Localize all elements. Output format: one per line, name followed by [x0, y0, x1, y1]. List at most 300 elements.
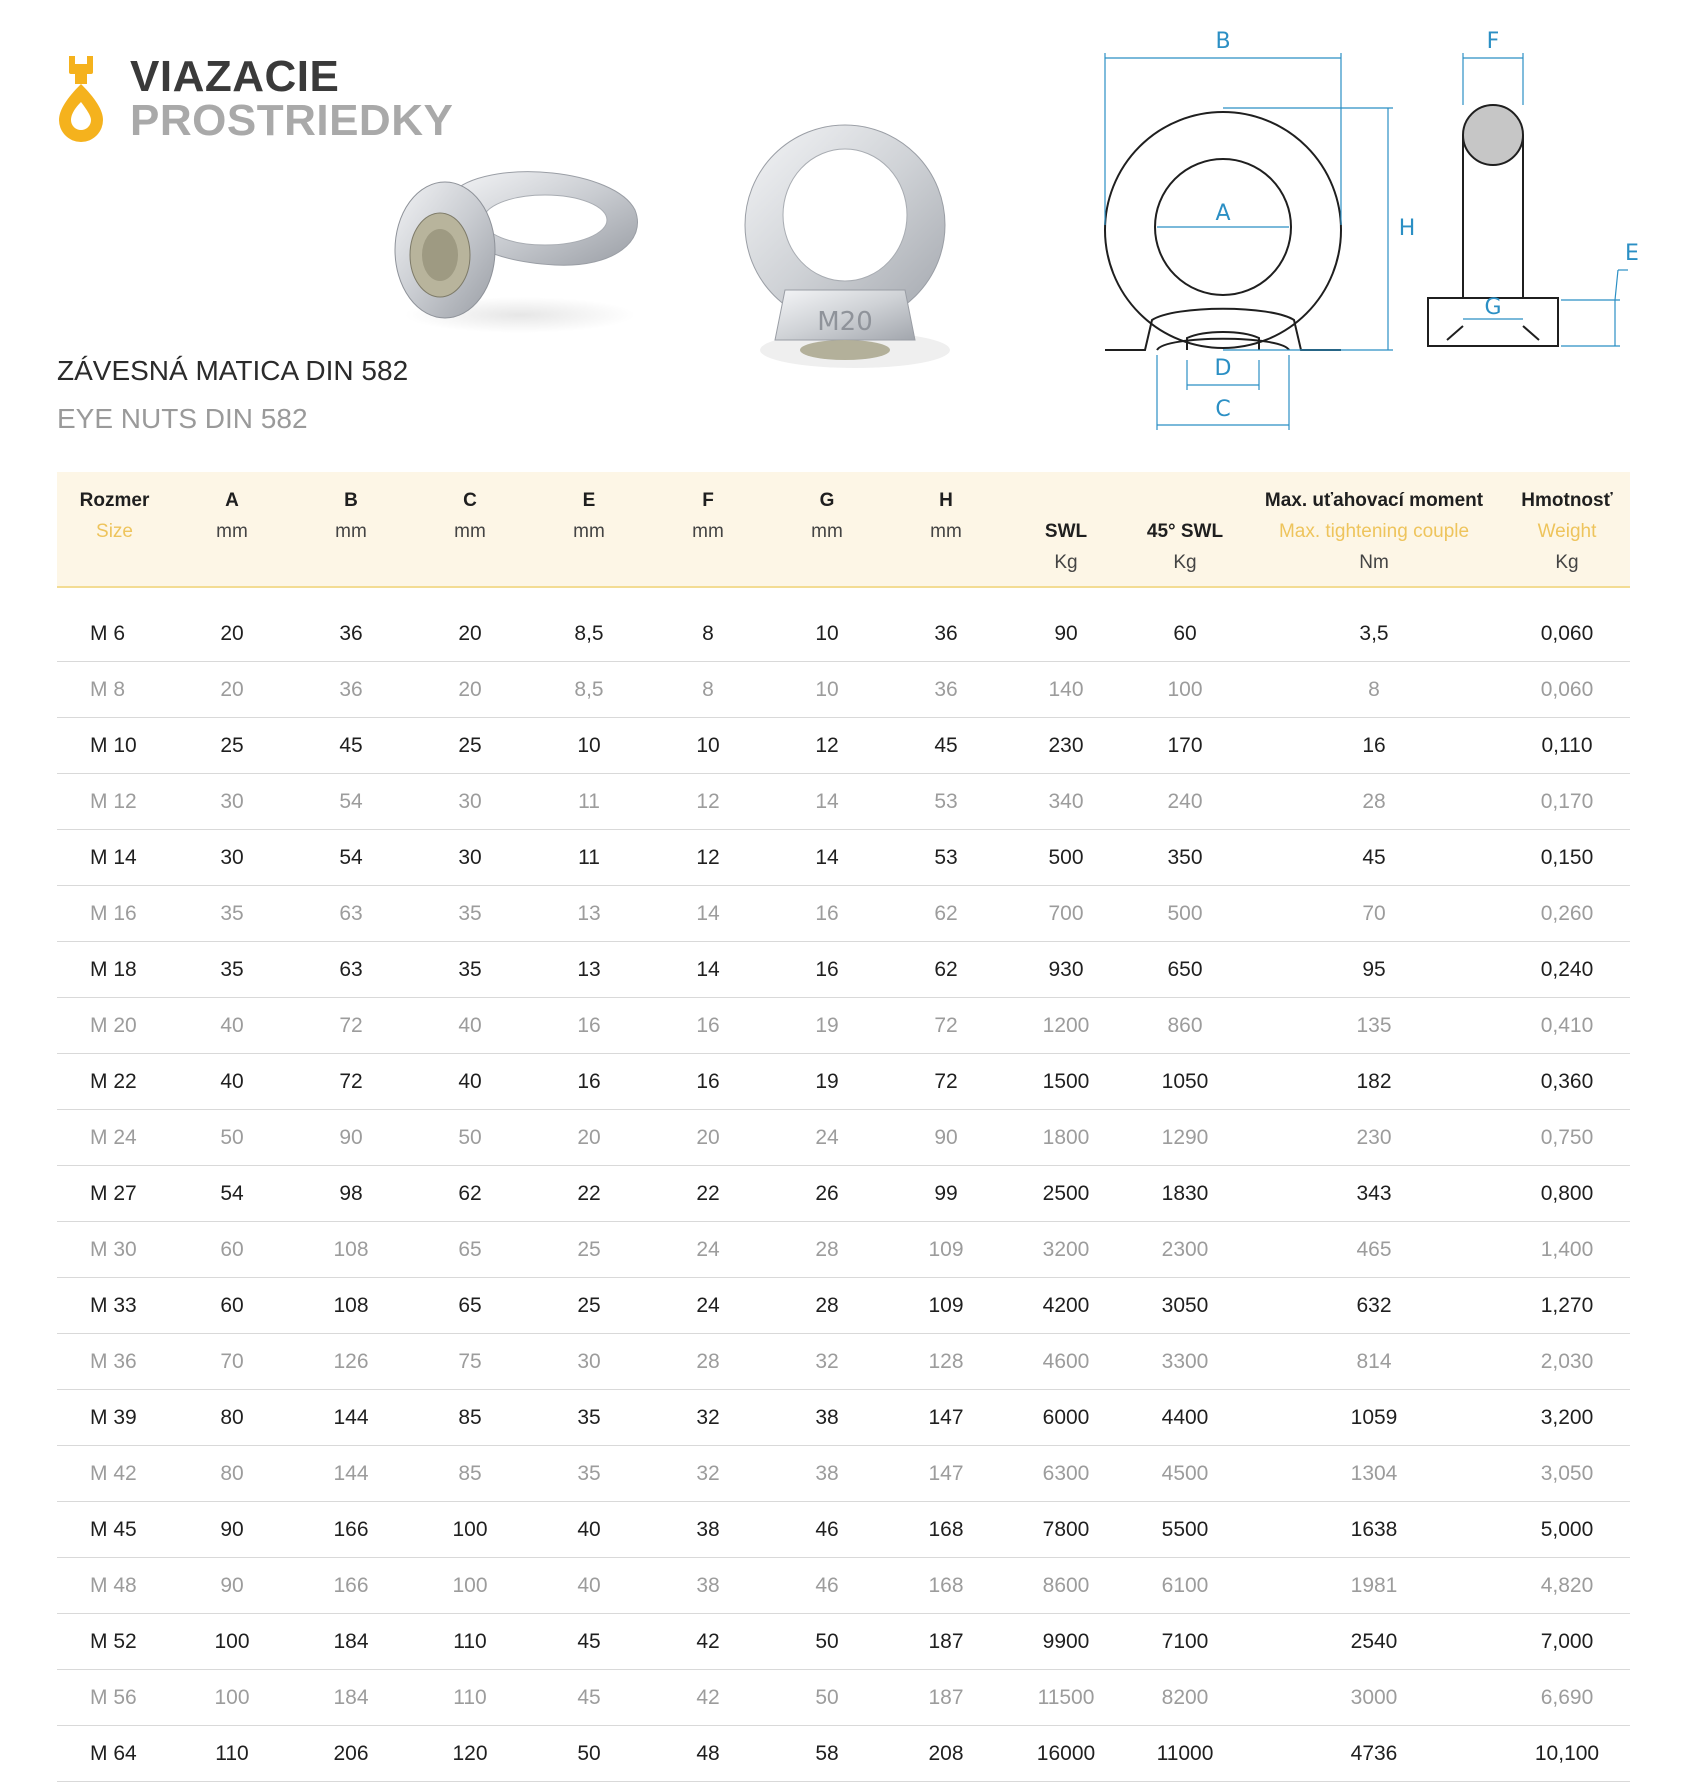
value-cell: 120 — [410, 1726, 530, 1782]
brand-name-line1: VIAZACIE — [130, 52, 340, 101]
value-cell: 38 — [648, 1558, 768, 1614]
value-cell: 65 — [410, 1222, 530, 1278]
value-cell: 20 — [530, 1110, 648, 1166]
value-cell: 100 — [172, 1670, 292, 1726]
value-cell: 40 — [172, 998, 292, 1054]
value-cell: 230 — [1006, 718, 1126, 774]
value-cell: 11000 — [1126, 1726, 1244, 1782]
header-sublabel: mm — [454, 521, 486, 542]
value-cell: 38 — [768, 1390, 886, 1446]
value-cell: 0,240 — [1504, 942, 1630, 998]
column-header-5 — [648, 472, 768, 587]
header-label: Max. uťahovací moment — [1264, 490, 1484, 511]
value-cell: 930 — [1006, 942, 1126, 998]
table-header-row — [57, 472, 1630, 587]
dim-label-d: D — [1214, 356, 1232, 381]
value-cell: 20 — [172, 606, 292, 662]
value-cell: 3000 — [1244, 1670, 1504, 1726]
value-cell: 45 — [292, 718, 410, 774]
value-cell: 500 — [1006, 830, 1126, 886]
value-cell: 2300 — [1126, 1222, 1244, 1278]
header-unit — [292, 552, 410, 583]
value-cell: 206 — [292, 1726, 410, 1782]
value-cell: 28 — [768, 1278, 886, 1334]
value-cell: 25 — [530, 1278, 648, 1334]
value-cell: 100 — [172, 1614, 292, 1670]
table-row — [57, 1054, 1630, 1110]
table-row — [57, 774, 1630, 830]
table-row — [57, 1110, 1630, 1166]
value-cell: 13 — [530, 886, 648, 942]
value-cell: 14 — [648, 942, 768, 998]
value-cell: 54 — [292, 830, 410, 886]
value-cell: 63 — [292, 942, 410, 998]
value-cell: 1830 — [1126, 1166, 1244, 1222]
value-cell: 108 — [292, 1222, 410, 1278]
table-row — [57, 1502, 1630, 1558]
header-label: A — [225, 490, 239, 511]
value-cell: 110 — [410, 1614, 530, 1670]
value-cell: 10 — [768, 662, 886, 718]
value-cell: 90 — [172, 1558, 292, 1614]
column-header-6 — [768, 472, 886, 587]
value-cell: 3050 — [1126, 1278, 1244, 1334]
value-cell: 63 — [292, 886, 410, 942]
value-cell: 20 — [410, 662, 530, 718]
value-cell: 650 — [1126, 942, 1244, 998]
value-cell: 72 — [886, 998, 1006, 1054]
value-cell: 45 — [530, 1670, 648, 1726]
size-cell: M 18 — [57, 942, 172, 998]
value-cell: 16 — [768, 886, 886, 942]
size-cell: M 56 — [57, 1670, 172, 1726]
value-cell: 25 — [410, 718, 530, 774]
table-row — [57, 942, 1630, 998]
table-row — [57, 886, 1630, 942]
value-cell: 7800 — [1006, 1502, 1126, 1558]
size-cell: M 20 — [57, 998, 172, 1054]
value-cell: 3200 — [1006, 1222, 1126, 1278]
value-cell: 1981 — [1244, 1558, 1504, 1614]
value-cell: 30 — [172, 830, 292, 886]
value-cell: 1304 — [1244, 1446, 1504, 1502]
size-cell: M 64 — [57, 1726, 172, 1782]
size-cell: M 52 — [57, 1614, 172, 1670]
value-cell: 72 — [292, 1054, 410, 1110]
value-cell: 2,030 — [1504, 1334, 1630, 1390]
value-cell: 40 — [172, 1054, 292, 1110]
value-cell: 19 — [768, 1054, 886, 1110]
value-cell: 230 — [1244, 1110, 1504, 1166]
header-label: H — [939, 490, 953, 511]
dim-label-h: H — [1398, 216, 1416, 241]
value-cell: 36 — [886, 662, 1006, 718]
table-row — [57, 998, 1630, 1054]
value-cell: 5,000 — [1504, 1502, 1630, 1558]
value-cell: 187 — [886, 1670, 1006, 1726]
value-cell: 28 — [648, 1334, 768, 1390]
value-cell: 14 — [648, 886, 768, 942]
header-label — [1126, 490, 1244, 521]
value-cell: 22 — [648, 1166, 768, 1222]
value-cell: 80 — [172, 1390, 292, 1446]
brand-name-line2: PROSTRIEDKY — [130, 96, 454, 145]
value-cell: 65 — [410, 1278, 530, 1334]
header-unit — [57, 552, 172, 583]
size-cell: M 39 — [57, 1390, 172, 1446]
value-cell: 3,5 — [1244, 606, 1504, 662]
value-cell: 7100 — [1126, 1614, 1244, 1670]
value-cell: 1050 — [1126, 1054, 1244, 1110]
value-cell: 42 — [648, 1670, 768, 1726]
column-header-2 — [292, 472, 410, 587]
value-cell: 30 — [172, 774, 292, 830]
value-cell: 13 — [530, 942, 648, 998]
value-cell: 12 — [648, 830, 768, 886]
value-cell: 10 — [648, 718, 768, 774]
value-cell: 8200 — [1126, 1670, 1244, 1726]
header-sublabel: mm — [692, 521, 724, 542]
column-header-7 — [886, 472, 1006, 587]
header-unit: Nm — [1359, 552, 1389, 573]
value-cell: 860 — [1126, 998, 1244, 1054]
value-cell: 10 — [530, 718, 648, 774]
value-cell: 8 — [648, 662, 768, 718]
value-cell: 6300 — [1006, 1446, 1126, 1502]
header-unit — [768, 552, 886, 583]
crane-hook-icon — [57, 54, 107, 144]
table-row — [57, 1390, 1630, 1446]
size-cell: M 42 — [57, 1446, 172, 1502]
column-header-4 — [530, 472, 648, 587]
value-cell: 54 — [172, 1166, 292, 1222]
value-cell: 36 — [292, 606, 410, 662]
value-cell: 12 — [648, 774, 768, 830]
value-cell: 170 — [1126, 718, 1244, 774]
column-header-9 — [1126, 472, 1244, 587]
value-cell: 20 — [648, 1110, 768, 1166]
header-unit: Kg — [1054, 552, 1078, 573]
header-sublabel: mm — [811, 521, 843, 542]
header-label — [1006, 490, 1126, 521]
value-cell: 128 — [886, 1334, 1006, 1390]
value-cell: 0,260 — [1504, 886, 1630, 942]
value-cell: 24 — [768, 1110, 886, 1166]
value-cell: 3,050 — [1504, 1446, 1630, 1502]
value-cell: 8 — [1244, 662, 1504, 718]
value-cell: 60 — [172, 1222, 292, 1278]
value-cell: 110 — [410, 1670, 530, 1726]
value-cell: 10 — [768, 606, 886, 662]
table-row — [57, 1222, 1630, 1278]
value-cell: 6,690 — [1504, 1670, 1630, 1726]
value-cell: 140 — [1006, 662, 1126, 718]
value-cell: 147 — [886, 1446, 1006, 1502]
value-cell: 144 — [292, 1390, 410, 1446]
column-header-1 — [172, 472, 292, 587]
value-cell: 350 — [1126, 830, 1244, 886]
value-cell: 24 — [648, 1222, 768, 1278]
header-sublabel: 45° SWL — [1146, 521, 1224, 542]
size-cell: M 27 — [57, 1166, 172, 1222]
dim-label-c: C — [1215, 397, 1231, 422]
value-cell: 72 — [886, 1054, 1006, 1110]
header-label: E — [582, 490, 596, 511]
size-cell: M 16 — [57, 886, 172, 942]
value-cell: 126 — [292, 1334, 410, 1390]
value-cell: 109 — [886, 1222, 1006, 1278]
header-unit — [172, 552, 292, 583]
value-cell: 500 — [1126, 886, 1244, 942]
value-cell: 1290 — [1126, 1110, 1244, 1166]
spec-table-container — [57, 472, 1630, 1782]
value-cell: 12 — [768, 718, 886, 774]
header-label: G — [819, 490, 835, 511]
value-cell: 144 — [292, 1446, 410, 1502]
value-cell: 3,200 — [1504, 1390, 1630, 1446]
value-cell: 58 — [768, 1726, 886, 1782]
value-cell: 8600 — [1006, 1558, 1126, 1614]
size-cell: M 8 — [57, 662, 172, 718]
header-unit: Kg — [1555, 552, 1579, 573]
value-cell: 8,5 — [530, 606, 648, 662]
size-cell: M 24 — [57, 1110, 172, 1166]
value-cell: 16 — [648, 998, 768, 1054]
eye-nut-photo-side — [385, 150, 645, 340]
value-cell: 0,110 — [1504, 718, 1630, 774]
value-cell: 53 — [886, 774, 1006, 830]
value-cell: 53 — [886, 830, 1006, 886]
value-cell: 1059 — [1244, 1390, 1504, 1446]
value-cell: 135 — [1244, 998, 1504, 1054]
value-cell: 16000 — [1006, 1726, 1126, 1782]
header-label: Rozmer — [79, 490, 150, 511]
value-cell: 0,170 — [1504, 774, 1630, 830]
size-cell: M 33 — [57, 1278, 172, 1334]
value-cell: 35 — [172, 942, 292, 998]
size-cell: M 22 — [57, 1054, 172, 1110]
value-cell: 14 — [768, 830, 886, 886]
value-cell: 32 — [768, 1334, 886, 1390]
value-cell: 108 — [292, 1278, 410, 1334]
value-cell: 30 — [410, 830, 530, 886]
value-cell: 25 — [530, 1222, 648, 1278]
value-cell: 24 — [648, 1278, 768, 1334]
value-cell: 80 — [172, 1446, 292, 1502]
value-cell: 35 — [530, 1390, 648, 1446]
value-cell: 187 — [886, 1614, 1006, 1670]
header-sublabel: Size — [96, 521, 133, 542]
value-cell: 50 — [530, 1726, 648, 1782]
value-cell: 98 — [292, 1166, 410, 1222]
value-cell: 0,150 — [1504, 830, 1630, 886]
value-cell: 168 — [886, 1502, 1006, 1558]
value-cell: 14 — [768, 774, 886, 830]
header-sublabel: mm — [930, 521, 962, 542]
header-label: C — [463, 490, 477, 511]
header-unit — [530, 552, 648, 583]
value-cell: 38 — [768, 1446, 886, 1502]
size-cell: M 30 — [57, 1222, 172, 1278]
value-cell: 632 — [1244, 1278, 1504, 1334]
value-cell: 50 — [768, 1614, 886, 1670]
value-cell: 4200 — [1006, 1278, 1126, 1334]
value-cell: 95 — [1244, 942, 1504, 998]
value-cell: 40 — [530, 1502, 648, 1558]
table-row — [57, 662, 1630, 718]
value-cell: 70 — [172, 1334, 292, 1390]
header-sublabel: SWL — [1044, 521, 1088, 542]
table-row — [57, 606, 1630, 662]
value-cell: 16 — [768, 942, 886, 998]
value-cell: 100 — [410, 1558, 530, 1614]
column-header-10 — [1244, 472, 1504, 587]
value-cell: 2540 — [1244, 1614, 1504, 1670]
dim-label-b: B — [1215, 29, 1231, 54]
nut-stamp-text: M20 — [817, 307, 873, 337]
size-cell: M 10 — [57, 718, 172, 774]
value-cell: 1200 — [1006, 998, 1126, 1054]
dim-label-e: E — [1625, 241, 1639, 266]
value-cell: 16 — [1244, 718, 1504, 774]
value-cell: 1500 — [1006, 1054, 1126, 1110]
table-row — [57, 1166, 1630, 1222]
value-cell: 4400 — [1126, 1390, 1244, 1446]
value-cell: 7,000 — [1504, 1614, 1630, 1670]
value-cell: 1,400 — [1504, 1222, 1630, 1278]
value-cell: 90 — [1006, 606, 1126, 662]
dim-label-g: G — [1484, 295, 1502, 320]
value-cell: 35 — [410, 886, 530, 942]
value-cell: 4736 — [1244, 1726, 1504, 1782]
value-cell: 8 — [648, 606, 768, 662]
value-cell: 32 — [648, 1446, 768, 1502]
value-cell: 22 — [530, 1166, 648, 1222]
value-cell: 35 — [410, 942, 530, 998]
header-label: Hmotnosť — [1521, 490, 1613, 511]
value-cell: 99 — [886, 1166, 1006, 1222]
header-sublabel: Max. tightening couple — [1278, 521, 1470, 542]
value-cell: 184 — [292, 1670, 410, 1726]
value-cell: 35 — [172, 886, 292, 942]
header-unit — [410, 552, 530, 583]
value-cell: 6000 — [1006, 1390, 1126, 1446]
value-cell: 60 — [172, 1278, 292, 1334]
value-cell: 182 — [1244, 1054, 1504, 1110]
value-cell: 62 — [886, 942, 1006, 998]
value-cell: 85 — [410, 1390, 530, 1446]
value-cell: 700 — [1006, 886, 1126, 942]
product-title-en: EYE NUTS DIN 582 — [57, 403, 308, 434]
header-label: B — [344, 490, 358, 511]
header-sublabel: mm — [216, 521, 248, 542]
value-cell: 100 — [410, 1502, 530, 1558]
value-cell: 6100 — [1126, 1558, 1244, 1614]
column-header-0 — [57, 472, 172, 587]
header-sublabel: Weight — [1537, 521, 1597, 542]
value-cell: 0,750 — [1504, 1110, 1630, 1166]
dimension-drawing — [1085, 20, 1655, 440]
value-cell: 40 — [410, 1054, 530, 1110]
value-cell: 166 — [292, 1558, 410, 1614]
value-cell: 30 — [530, 1334, 648, 1390]
value-cell: 0,410 — [1504, 998, 1630, 1054]
value-cell: 72 — [292, 998, 410, 1054]
value-cell: 75 — [410, 1334, 530, 1390]
value-cell: 4600 — [1006, 1334, 1126, 1390]
eye-nut-photo-front — [730, 115, 965, 375]
header-label: F — [702, 490, 714, 511]
value-cell: 85 — [410, 1446, 530, 1502]
value-cell: 343 — [1244, 1166, 1504, 1222]
table-row — [57, 1614, 1630, 1670]
value-cell: 814 — [1244, 1334, 1504, 1390]
value-cell: 240 — [1126, 774, 1244, 830]
value-cell: 0,060 — [1504, 662, 1630, 718]
value-cell: 8,5 — [530, 662, 648, 718]
spec-table — [57, 472, 1630, 1782]
value-cell: 28 — [1244, 774, 1504, 830]
value-cell: 100 — [1126, 662, 1244, 718]
value-cell: 70 — [1244, 886, 1504, 942]
value-cell: 45 — [530, 1614, 648, 1670]
value-cell: 36 — [886, 606, 1006, 662]
column-header-11 — [1504, 472, 1630, 587]
table-row — [57, 1334, 1630, 1390]
value-cell: 26 — [768, 1166, 886, 1222]
value-cell: 1638 — [1244, 1502, 1504, 1558]
value-cell: 110 — [172, 1726, 292, 1782]
value-cell: 28 — [768, 1222, 886, 1278]
table-row — [57, 830, 1630, 886]
value-cell: 30 — [410, 774, 530, 830]
table-row — [57, 1278, 1630, 1334]
value-cell: 40 — [530, 1558, 648, 1614]
value-cell: 0,360 — [1504, 1054, 1630, 1110]
value-cell: 11500 — [1006, 1670, 1126, 1726]
value-cell: 1800 — [1006, 1110, 1126, 1166]
value-cell: 1,270 — [1504, 1278, 1630, 1334]
value-cell: 2500 — [1006, 1166, 1126, 1222]
value-cell: 62 — [886, 886, 1006, 942]
value-cell: 109 — [886, 1278, 1006, 1334]
table-row — [57, 718, 1630, 774]
product-title-sk: ZÁVESNÁ MATICA DIN 582 — [57, 355, 409, 386]
value-cell: 20 — [410, 606, 530, 662]
table-row — [57, 1558, 1630, 1614]
value-cell: 25 — [172, 718, 292, 774]
value-cell: 166 — [292, 1502, 410, 1558]
size-cell: M 36 — [57, 1334, 172, 1390]
value-cell: 340 — [1006, 774, 1126, 830]
header-sublabel: mm — [573, 521, 605, 542]
size-cell: M 6 — [57, 606, 172, 662]
value-cell: 11 — [530, 830, 648, 886]
value-cell: 38 — [648, 1502, 768, 1558]
value-cell: 16 — [530, 998, 648, 1054]
value-cell: 46 — [768, 1558, 886, 1614]
header-sublabel: mm — [335, 521, 367, 542]
value-cell: 168 — [886, 1558, 1006, 1614]
value-cell: 0,800 — [1504, 1166, 1630, 1222]
header-unit — [648, 552, 768, 583]
value-cell: 184 — [292, 1614, 410, 1670]
value-cell: 4,820 — [1504, 1558, 1630, 1614]
value-cell: 9900 — [1006, 1614, 1126, 1670]
header-unit — [886, 552, 1006, 583]
column-header-3 — [410, 472, 530, 587]
size-cell: M 12 — [57, 774, 172, 830]
